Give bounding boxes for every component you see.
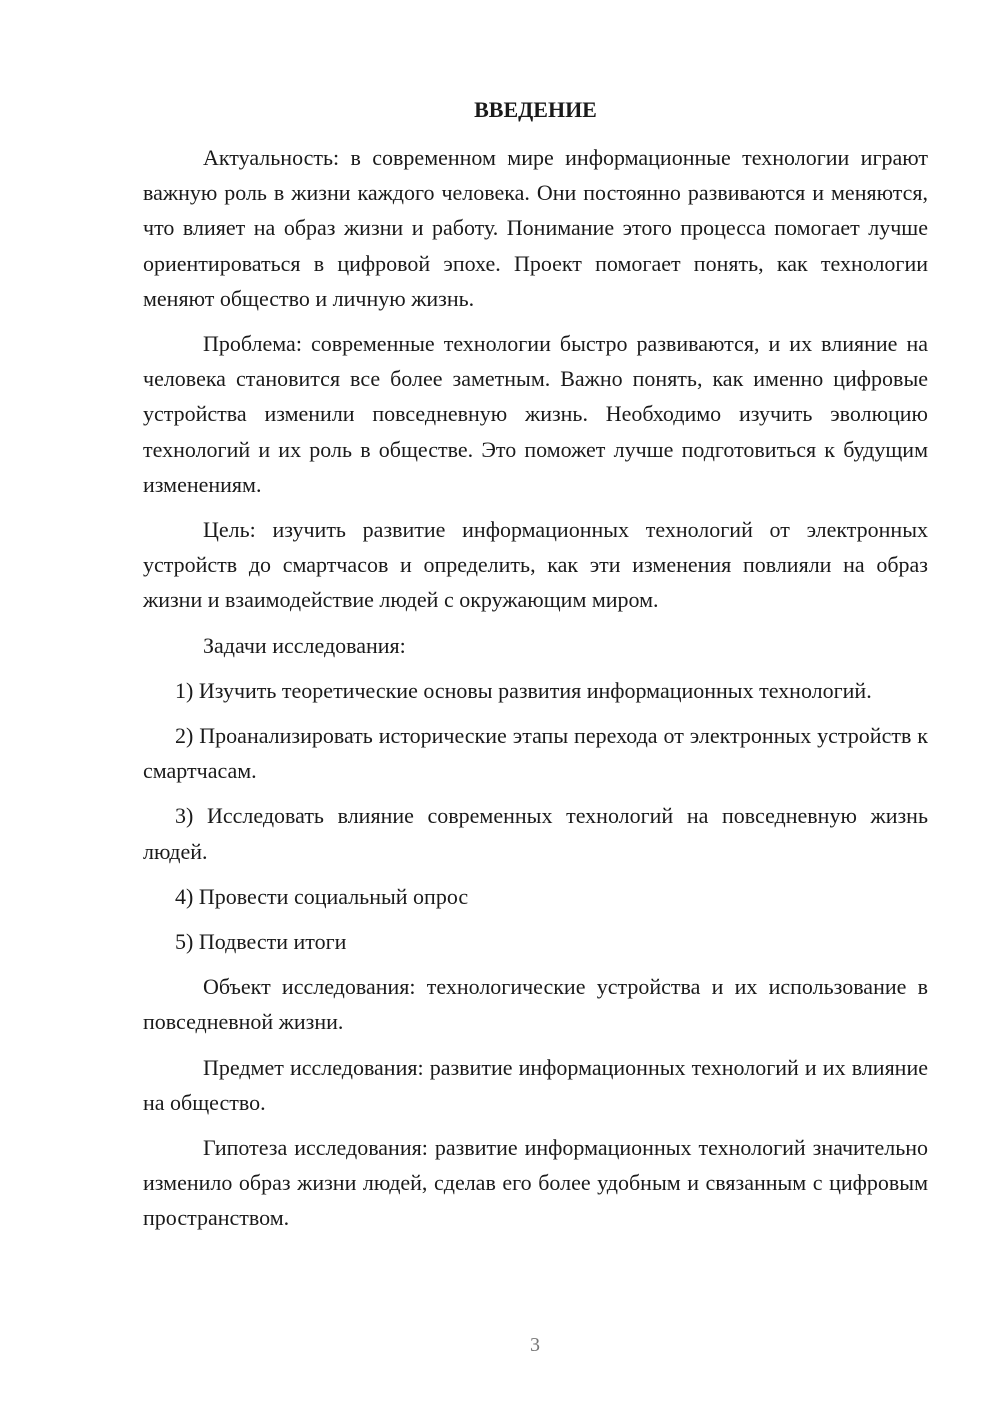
paragraph-hypothesis: Гипотеза исследования: развитие информационных технологий значительно изменило образ жизни людей, сделав его более удобным и связанным с цифровым пространством. [143, 1135, 928, 1231]
task-item-4: 4) Провести социальный опрос [175, 883, 469, 909]
task-item-1: 1) Изучить теоретические основы развития информационных технологий. [175, 677, 872, 703]
paragraph-relevance: Актуальность: в современном мире информационные технологии играют важную роль в жизни каждого человека. Они постоянно развиваются и меняются, что влияет на образ жизни и работу. Понимание этого процесса помогает лучше ориентироваться в цифровой эпохе. Проект помогает понять, как технологии меняют общество и личную жизнь. [143, 145, 928, 311]
task-item-2: 2) Проанализировать исторические этапы перехода от электронных устройств к смартчасам. [143, 723, 928, 784]
tasks-title: Задачи исследования: [203, 632, 406, 658]
paragraph-object: Объект исследования: технологические устройства и их использование в повседневной жизни. [143, 974, 928, 1035]
paragraph-subject: Предмет исследования: развитие информационных технологий и их влияние на общество. [143, 1054, 928, 1115]
page-number: 3 [530, 1334, 540, 1356]
section-heading: ВВЕДЕНИЕ [474, 97, 597, 122]
paragraph-problem: Проблема: современные технологии быстро развиваются, и их влияние на человека становится все более заметным. Важно понять, как именно цифровые устройства изменили повседневную жизнь. Необходимо изучить эволюцию технологий и их роль в обществе. Это поможет лучше подготовиться к будущим изменениям. [143, 331, 928, 497]
task-item-5: 5) Подвести итоги [175, 929, 347, 955]
page-content [143, 92, 928, 1246]
task-item-3: 3) Исследовать влияние современных технологий на повседневную жизнь людей. [143, 803, 928, 864]
paragraph-goal: Цель: изучить развитие информационных технологий от электронных устройств до смартчасов и определить, как эти изменения повлияли на образ жизни и взаимодействие людей с окружающим миром. [143, 517, 928, 613]
